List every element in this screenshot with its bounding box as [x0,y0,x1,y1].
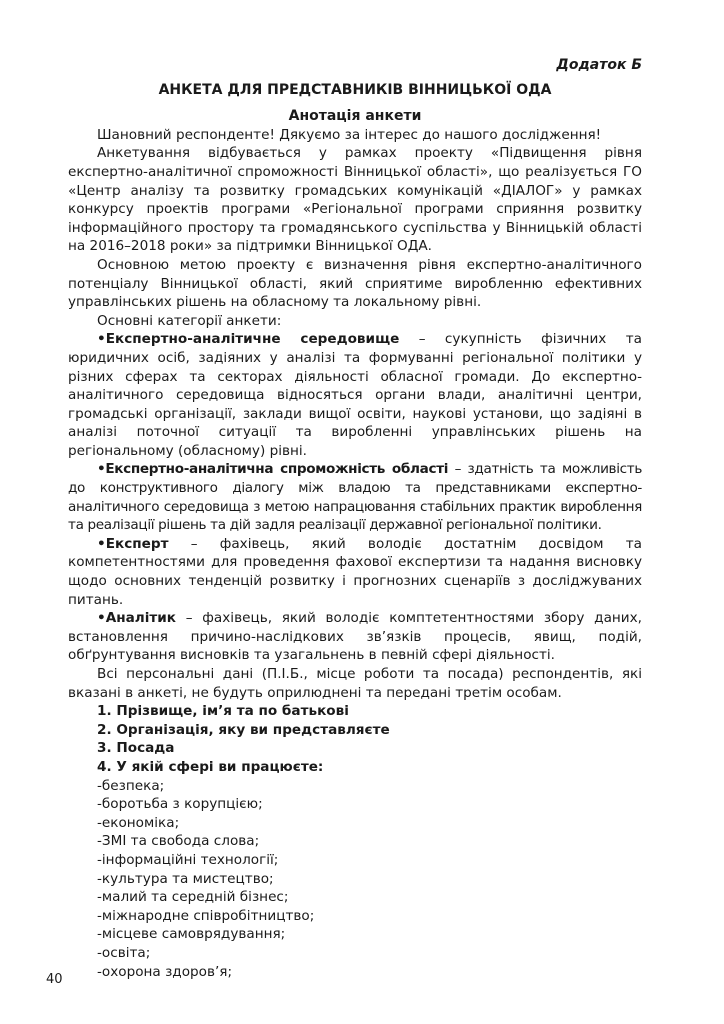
sphere-option: -культура та мистецтво; [97,870,274,887]
question-item: 3. Посада [97,740,175,757]
sphere-option: -охорона здоров’я; [97,963,233,980]
definition-term: Експерт [105,535,169,552]
definition-bullet: • [97,610,106,627]
question-item: 2. Організація, яку ви представляєте [97,721,390,738]
sphere-option: -економіка; [97,814,180,831]
sphere-option: -малий та середній бізнес; [97,889,289,906]
sphere-option: -ЗМІ та свобода слова; [97,833,260,850]
appendix-label: Додаток Б [556,57,642,73]
definition-bullet: • [97,331,106,348]
definition-expert [68,535,642,609]
sphere-option: -освіта; [97,944,151,961]
intro-paragraph-2: Анкетування відбувається у рамках проекту «Підвищення рівня експертно-аналітичної спроможності Вінницької області», що реалізується ГО «Центр аналізу та розвитку громадських комунікацій «ДІАЛОГ» у рамках конкурсу проектів програми «Регіональної програми сприяння розвитку інформаційного простору та громадянського суспільства у Вінницькій області на 2016–2018 роки» за підтримки Вінницької ОДА. [68,145,642,255]
page-number: 40 [46,972,63,987]
sphere-option: -міжнародне співробітництво; [97,907,315,924]
sphere-option: -місцеве самоврядування; [97,926,286,943]
definition-bullet: • [97,535,106,552]
question-list [68,702,642,776]
intro-paragraph-4: Основні категорії анкети: [97,312,282,329]
sphere-option: -боротьба з корупцією; [97,796,263,813]
definition-text: – сукупність фізичних та юридичних осіб, задіяних у аналізі та формуванні регіональної політики у різних сферах та секторах діяльності обласної громади. До експертно-аналітичного середовища відносяться органи влади, аналітичні центри, громадські організації, заклади вищої освіти, наукові установи, що задіяні в аналізі поточної ситуації та виробленні управлінських рішень на регіональному (обласному) рівні. [68,331,642,459]
sphere-option: -інформаційні технології; [97,851,279,868]
definition-term: Експертно-аналітичне середовище [105,331,400,348]
intro-paragraph-1: Шановний респонденте! Дякуємо за інтерес до нашого дослідження! [97,126,602,143]
definition-capacity [68,460,642,534]
definition-environment [68,330,642,460]
question-item: 1. Прізвище, ім’я та по батькові [97,703,349,720]
definition-analyst [68,609,642,665]
document-title: АНКЕТА ДЛЯ ПРЕДСТАВНИКІВ ВІННИЦЬКОЇ ОДА [158,81,552,98]
page-content [68,56,642,981]
definition-text: – здатність та можливість до конструктивного діалогу між владою та представниками експертно-аналітичного середовища з метою напрацювання стабільних практик вироблення та реалізації рішень та дій задля реалізації державної регіональної політики. [68,461,642,534]
intro-paragraph-3: Основною метою проекту є визначення рівня експертно-аналітичного потенціалу Вінницької області, який сприятиме виробленню ефективних управлінських рішень на обласному та локальному рівні. [68,256,642,311]
question-item: 4. У якій сфері ви працюєте: [97,758,324,775]
sphere-options-list [68,777,642,982]
section-subtitle: Анотація анкети [288,108,422,125]
sphere-option: -безпека; [97,777,165,794]
definition-term: Аналітик [105,610,177,627]
definition-bullet: • [97,461,106,478]
definition-text: – фахівець, який володіє комптетентностями збору даних, встановлення причино-наслідкових зв’язків процесів, явищ, подій, обґрунтування висновків та узагальнень в певній сфері діяльності. [68,610,642,664]
privacy-note: Всі персональні дані (П.І.Б., місце роботи та посада) респондентів, які вказані в анкеті, не будуть оприлюднені та передані третім особам. [68,666,642,701]
definition-text: – фахівець, який володіє достатнім досвідом та компетентностями для проведення фахової експертизи та надання висновку щодо основних тенденцій розвитку і прогнозних сценаріїв з досліджуваних питань. [68,535,642,608]
definition-term: Експертно-аналітична спроможність області [105,461,449,478]
